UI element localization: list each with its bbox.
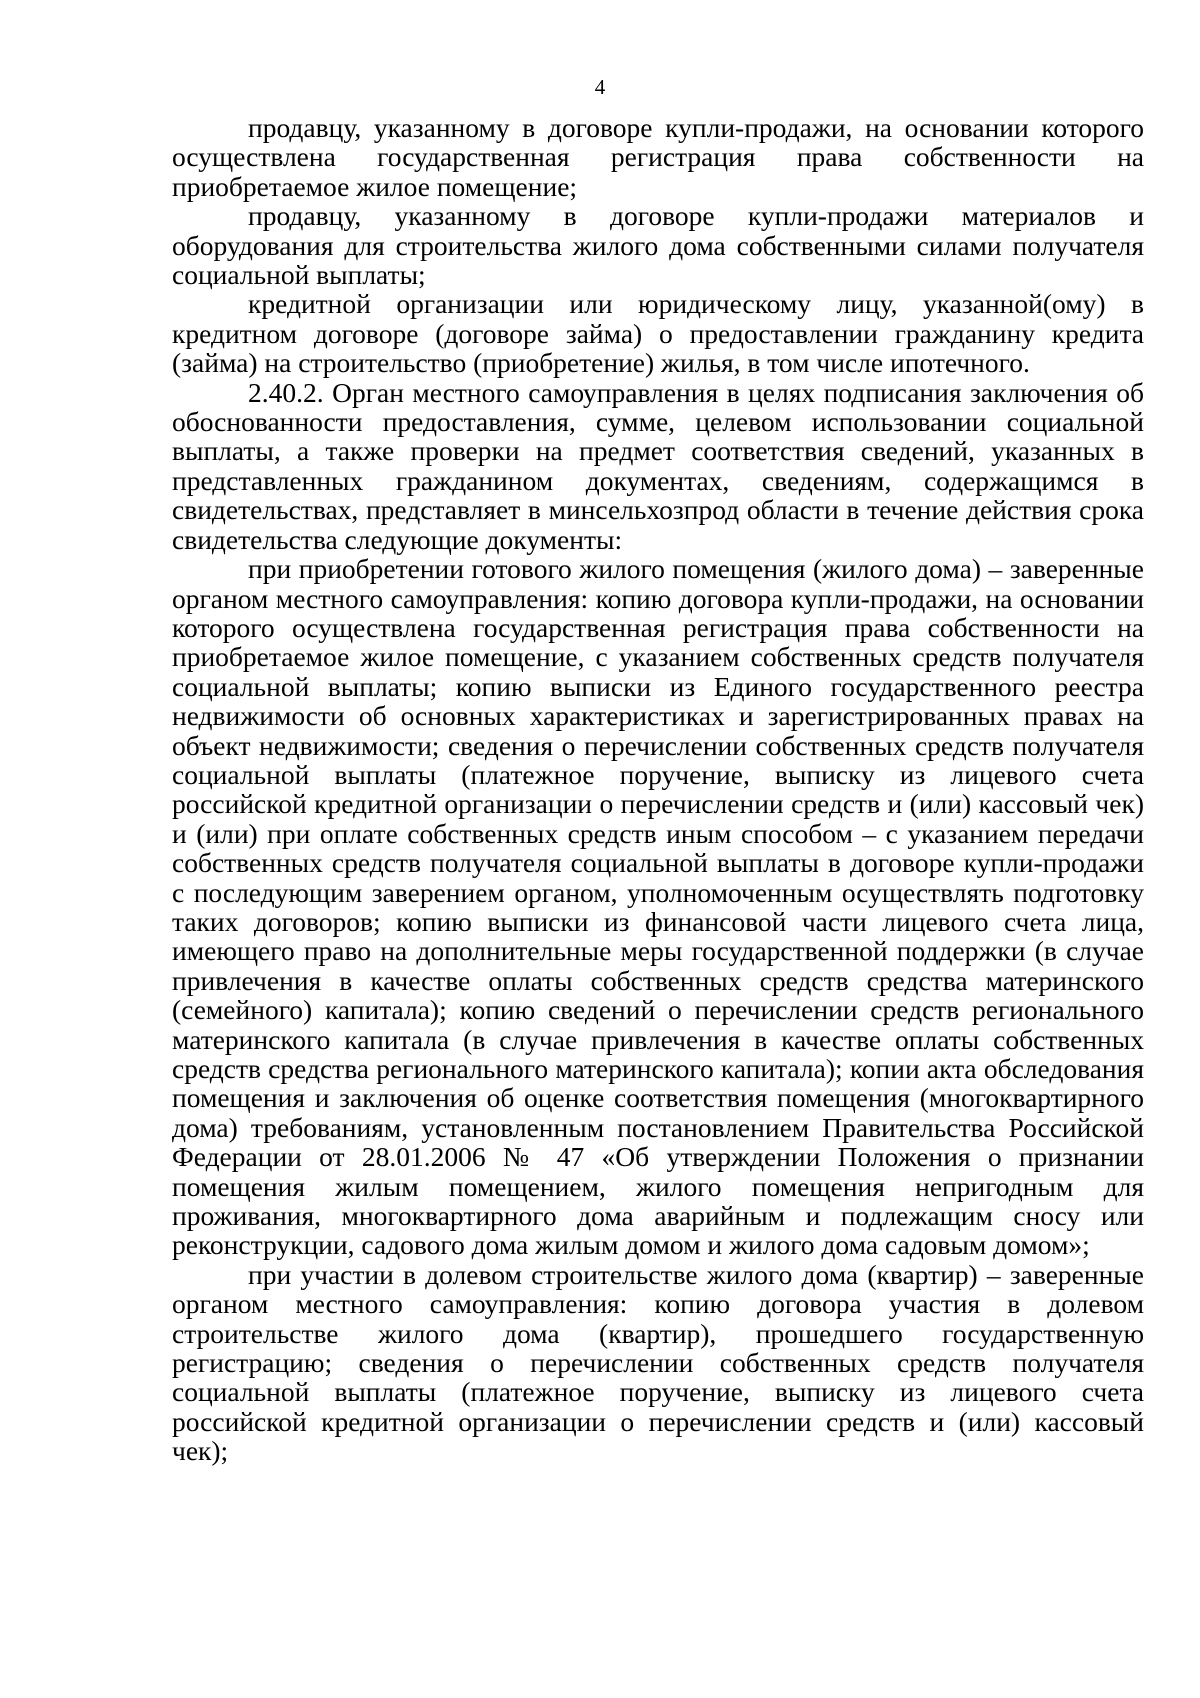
- document-body: [172, 113, 1144, 1466]
- page-number: 4: [594, 75, 606, 99]
- paragraph-seller-materials: продавцу, указанному в договоре купли-продажи материалов и оборудования для строительства жилого дома собственными силами получателя социальной выплаты;: [172, 200, 1144, 291]
- paragraph-ready-housing-purchase: при приобретении готового жилого помещения (жилого дома) – заверенные органом местного самоуправления: копию договора купли-продажи, на основании которого осуществлена государственная регистрация права собственности на приобретаемое жилое помещение, с указанием собственных средств получателя социальной выплаты; копию выписки из Единого государственного реестра недвижимости об основных характеристиках и зарегистрированных правах на объект недвижимости; сведения о перечислении собственных средств получателя социальной выплаты (платежное поручение, выписку из лицевого счета российской кредитной организации о перечислении средств и (или) кассовый чек) и (или) при оплате собственных средств иным способом – с указанием передачи собственных средств получателя социальной выплаты в договоре купли-продажи с последующим заверением органом, уполномоченным осуществлять подготовку таких договоров; копию выписки из финансовой части лицевого счета лица, имеющего право на дополнительные меры государственной поддержки (в случае привлечения в качестве оплаты собственных средств средства материнского (семейного) капитала); копию сведений о перечислении средств регионального материнского капитала (в случае привлечения в качестве оплаты собственных средств средства регионального материнского капитала); копии акта обследования помещения и заключения об оценке соответствия помещения (многоквартирного дома) требованиям, установленным постановлением Правительства Российской Федерации от 28.01.2006 № 47 «Об утверждении Положения о признании помещения жилым помещением, жилого помещения непригодным для проживания, многоквартирного дома аварийным и подлежащим сносу или реконструкции, садового дома жилым домом и жилого дома садовым домом»;: [172, 553, 1144, 1261]
- paragraph-credit-organization: кредитной организации или юридическому лицу, указанной(ому) в кредитном договоре (договоре займа) о предоставлении гражданину кредита (займа) на строительство (приобретение) жилья, в том числе ипотечного.: [172, 288, 1144, 379]
- paragraph-section-2-40-2: 2.40.2. Орган местного самоуправления в целях подписания заключения об обоснованности предоставления, сумме, целевом использовании социальной выплаты, а также проверки на предмет соответствия сведений, указанных в представленных гражданином документах, сведениям, содержащимся в свидетельствах, представляет в минсельхозпрод области в течение действия срока свидетельства следующие документы:: [172, 376, 1144, 555]
- paragraph-shared-construction: при участии в долевом строительстве жилого дома (квартир) – заверенные органом местного самоуправления: копию договора участия в долевом строительстве жилого дома (квартир), прошедшего государственную регистрацию; сведения о перечислении собственных средств получателя социальной выплаты (платежное поручение, выписку из лицевого счета российской кредитной организации о перечислении средств и (или) кассовый чек);: [172, 1258, 1144, 1467]
- paragraph-seller-purchase: продавцу, указанному в договоре купли-продажи, на основании которого осуществлена государственная регистрация права собственности на приобретаемое жилое помещение;: [172, 112, 1144, 202]
